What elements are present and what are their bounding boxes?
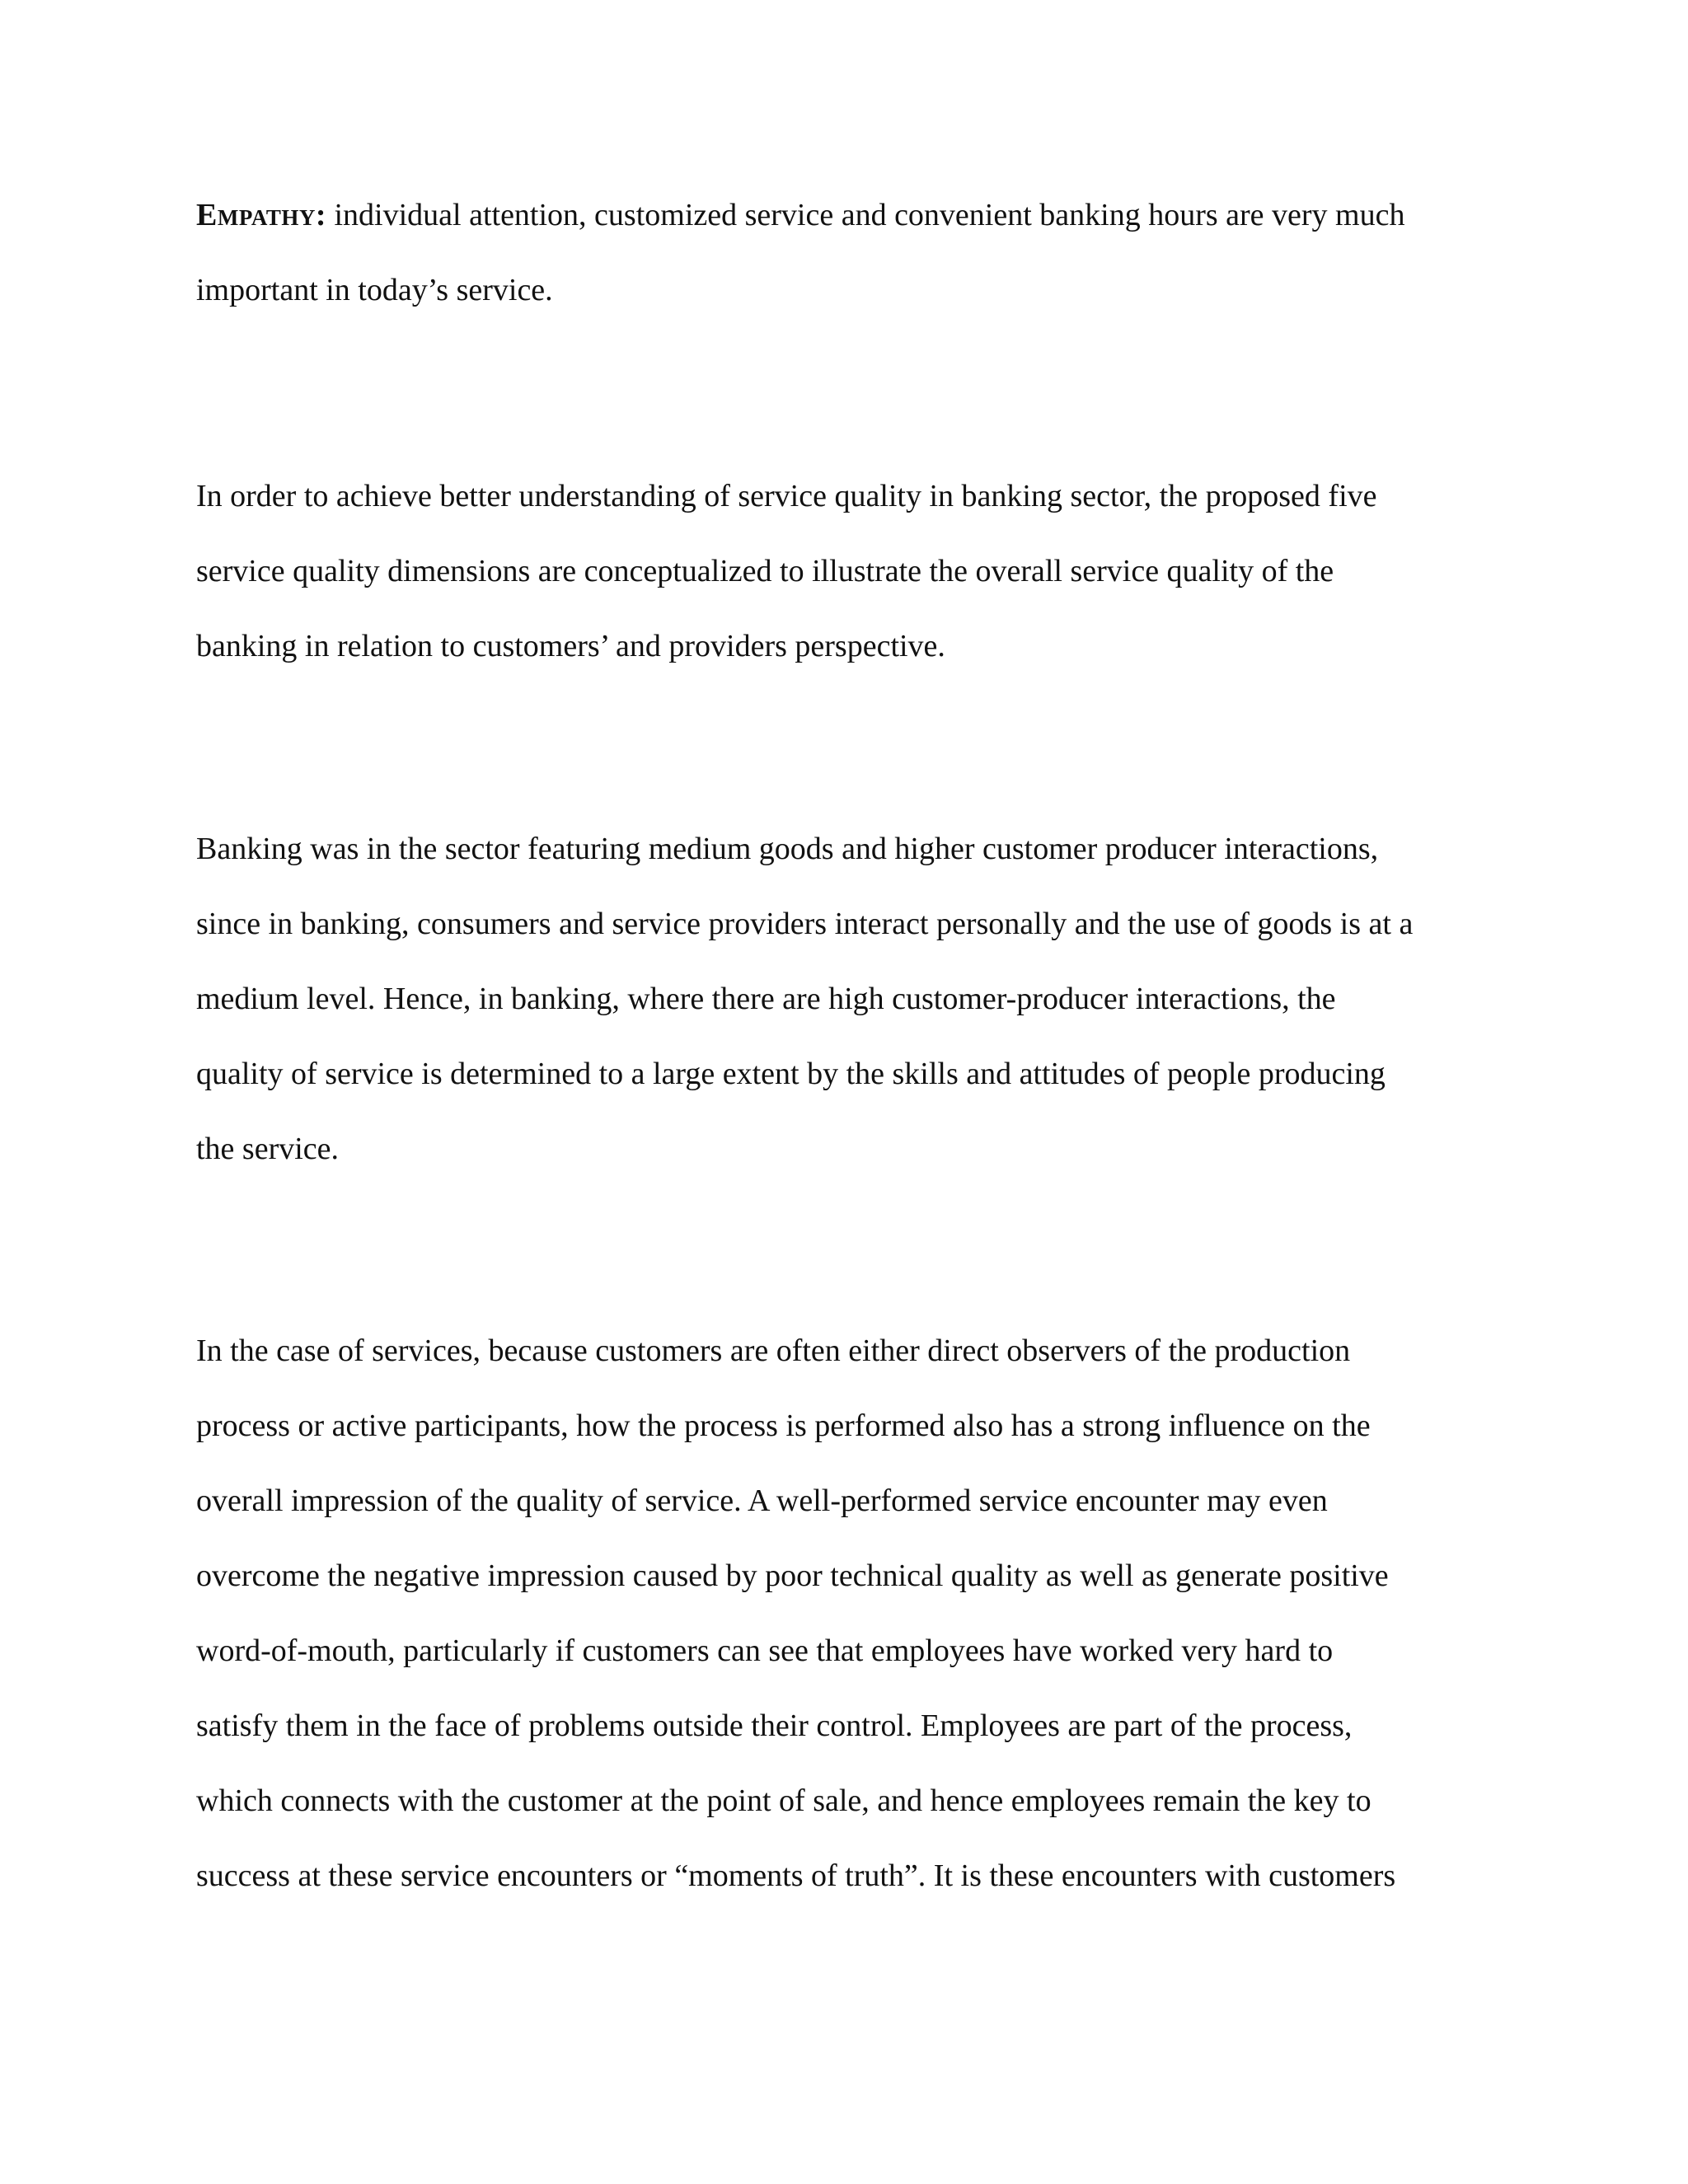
paragraph-line: In order to achieve better understanding of service quality in banking sector, the proposed five — [196, 479, 1377, 513]
paragraph-line: overall impression of the quality of service. A well-performed service encounter may even — [196, 1483, 1328, 1518]
paragraph-empathy — [196, 178, 1498, 328]
empathy-heading: Empathy: — [196, 198, 326, 232]
paragraph-line: which connects with the customer at the point of sale, and hence employees remain the key to — [196, 1783, 1372, 1818]
paragraph-line: service quality dimensions are conceptualized to illustrate the overall service quality of the — [196, 554, 1334, 588]
paragraph-service-quality-dimensions — [196, 459, 1498, 684]
paragraph-line: the service. — [196, 1132, 340, 1166]
line-text: individual attention, customized service and convenient banking hours are very much — [326, 198, 1405, 232]
paragraph-banking-sector — [196, 812, 1498, 1187]
paragraph-line: In the case of services, because customers are often either direct observers of the production — [196, 1333, 1351, 1368]
paragraph-line: success at these service encounters or “moments of truth”. It is these encounters with customers — [196, 1858, 1396, 1893]
paragraph-line: overcome the negative impression caused by poor technical quality as well as generate positive — [196, 1558, 1389, 1593]
paragraph-line: quality of service is determined to a large extent by the skills and attitudes of people producing — [196, 1057, 1386, 1091]
paragraph-line: important in today’s service. — [196, 273, 553, 307]
paragraph-line: word-of-mouth, particularly if customers can see that employees have worked very hard to — [196, 1633, 1334, 1668]
paragraph-line — [196, 178, 1498, 253]
paragraph-line: process or active participants, how the process is performed also has a strong influence on the — [196, 1408, 1371, 1443]
paragraph-services-process — [196, 1314, 1498, 1914]
paragraph-line: banking in relation to customers’ and providers perspective. — [196, 629, 945, 663]
paragraph-line: satisfy them in the face of problems outside their control. Employees are part of the process, — [196, 1708, 1353, 1743]
paragraph-line: medium level. Hence, in banking, where there are high customer-producer interactions, the — [196, 982, 1336, 1016]
paragraph-line: since in banking, consumers and service providers interact personally and the use of goods is at a — [196, 907, 1414, 941]
paragraph-line: Banking was in the sector featuring medium goods and higher customer producer interactions, — [196, 832, 1379, 866]
